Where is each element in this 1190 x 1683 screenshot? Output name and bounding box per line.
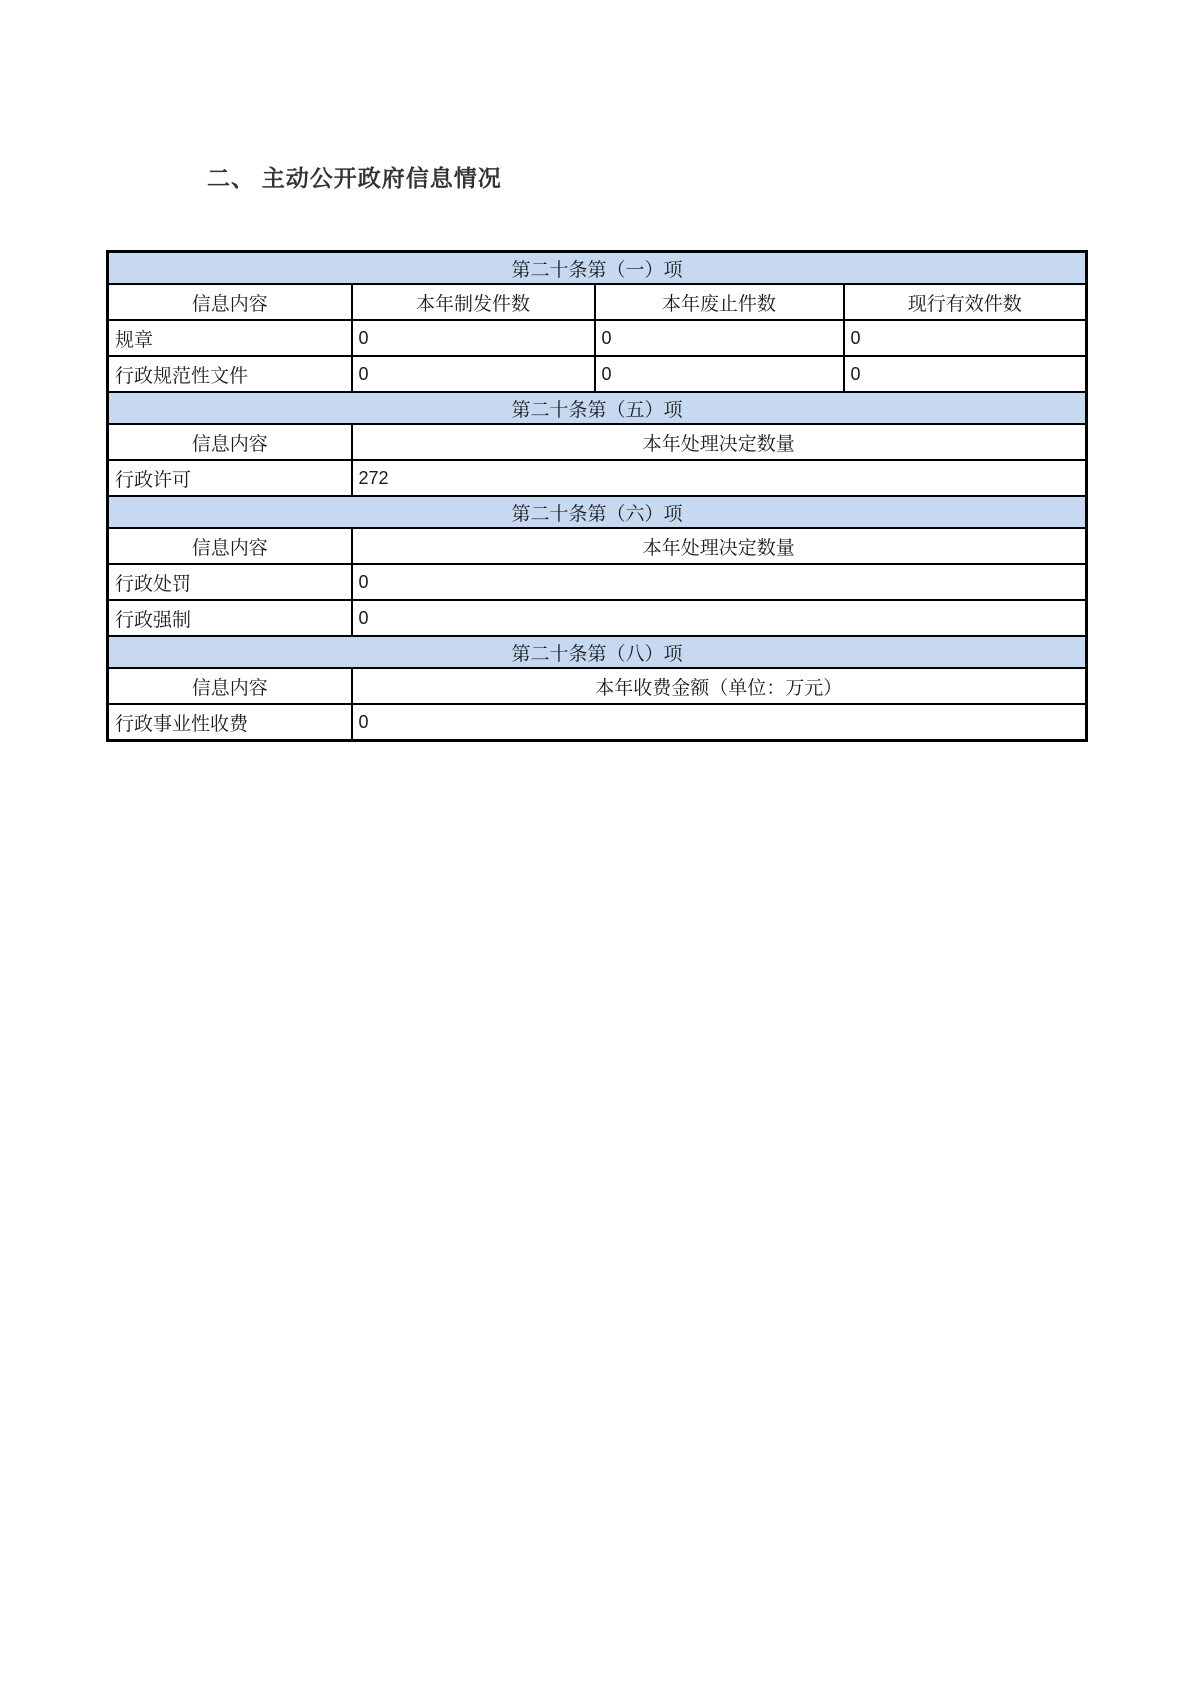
info-disclosure-table bbox=[106, 250, 1088, 742]
column-header-cell: 本年废止件数 bbox=[595, 284, 844, 320]
value-cell: 0 bbox=[352, 320, 595, 356]
page-title: 二、 主动公开政府信息情况 bbox=[207, 166, 502, 191]
section-header-cell: 第二十条第（五）项 bbox=[108, 392, 1087, 424]
column-header-cell: 本年处理决定数量 bbox=[352, 528, 1087, 564]
row-label-cell: 行政强制 bbox=[108, 600, 352, 636]
column-header-cell: 信息内容 bbox=[108, 668, 352, 704]
table-row bbox=[108, 460, 1087, 496]
value-cell: 0 bbox=[844, 320, 1087, 356]
column-header-cell: 现行有效件数 bbox=[844, 284, 1087, 320]
column-header-row bbox=[108, 528, 1087, 564]
section-header-row bbox=[108, 252, 1087, 285]
section-header-row bbox=[108, 392, 1087, 424]
table-row bbox=[108, 356, 1087, 392]
value-cell: 0 bbox=[595, 356, 844, 392]
section-header-row bbox=[108, 496, 1087, 528]
row-label-cell: 行政处罚 bbox=[108, 564, 352, 600]
column-header-cell: 本年制发件数 bbox=[352, 284, 595, 320]
row-label-cell: 规章 bbox=[108, 320, 352, 356]
section-header-cell: 第二十条第（六）项 bbox=[108, 496, 1087, 528]
section-header-cell: 第二十条第（八）项 bbox=[108, 636, 1087, 668]
column-header-cell: 本年收费金额（单位：万元） bbox=[352, 668, 1087, 704]
row-label-cell: 行政许可 bbox=[108, 460, 352, 496]
column-header-row bbox=[108, 424, 1087, 460]
value-cell: 0 bbox=[352, 704, 1087, 741]
table-row bbox=[108, 600, 1087, 636]
column-header-cell: 本年处理决定数量 bbox=[352, 424, 1087, 460]
value-cell: 0 bbox=[352, 356, 595, 392]
table-row bbox=[108, 320, 1087, 356]
section-header-cell: 第二十条第（一）项 bbox=[108, 252, 1087, 285]
value-cell: 0 bbox=[352, 600, 1087, 636]
value-cell: 0 bbox=[352, 564, 1087, 600]
table-row bbox=[108, 704, 1087, 741]
value-cell: 272 bbox=[352, 460, 1087, 496]
column-header-cell: 信息内容 bbox=[108, 284, 352, 320]
row-label-cell: 行政规范性文件 bbox=[108, 356, 352, 392]
column-header-cell: 信息内容 bbox=[108, 424, 352, 460]
column-header-row bbox=[108, 284, 1087, 320]
section-header-row bbox=[108, 636, 1087, 668]
value-cell: 0 bbox=[844, 356, 1087, 392]
value-cell: 0 bbox=[595, 320, 844, 356]
table-row bbox=[108, 564, 1087, 600]
column-header-cell: 信息内容 bbox=[108, 528, 352, 564]
row-label-cell: 行政事业性收费 bbox=[108, 704, 352, 741]
column-header-row bbox=[108, 668, 1087, 704]
